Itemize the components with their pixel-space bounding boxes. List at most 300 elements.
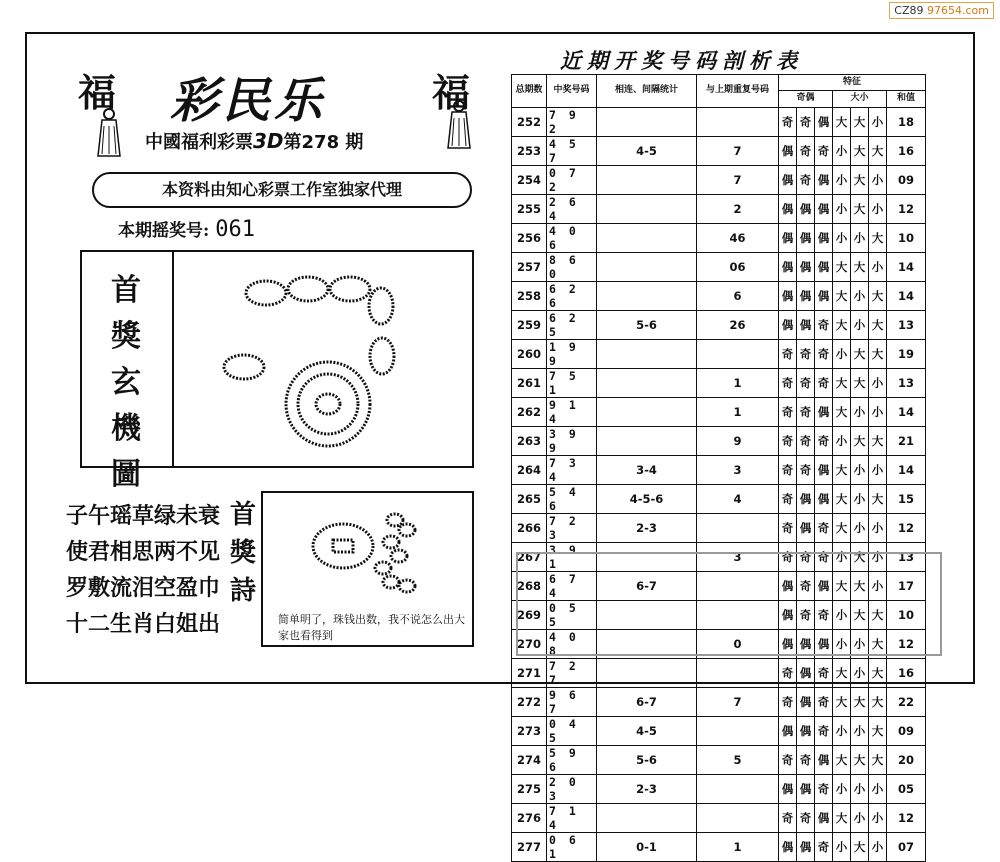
cell-sum: 10 [887,600,926,629]
cell-repeat [697,803,779,832]
table-row [512,136,926,165]
cell-adjacent: 3-4 [597,455,697,484]
cell-big-small: 小 [869,107,887,136]
fu-character-right: 福 [432,70,471,115]
cell-big-small: 小 [833,832,851,861]
cell-odd-even: 偶 [797,658,815,687]
cell-number: 8 6 0 [547,252,597,281]
cell-odd-even: 奇 [797,745,815,774]
cell-adjacent [597,368,697,397]
cell-period: 264 [512,455,547,484]
cell-big-small: 小 [833,774,851,803]
cell-repeat: 3 [697,542,779,571]
cell-repeat: 7 [697,687,779,716]
cell-repeat [697,716,779,745]
cell-period: 260 [512,339,547,368]
poem-line: 子午瑶草绿未衰 [66,503,221,529]
cell-odd-even: 奇 [779,426,797,455]
cell-odd-even: 偶 [797,774,815,803]
cell-odd-even: 奇 [779,339,797,368]
table-row [512,281,926,310]
table-row [512,223,926,252]
cell-big-small: 小 [833,136,851,165]
header-odd-even: 奇偶 [779,91,833,107]
cell-big-small: 小 [869,571,887,600]
cell-odd-even: 奇 [815,542,833,571]
cell-big-small: 大 [833,368,851,397]
cell-sum: 05 [887,774,926,803]
cell-odd-even: 奇 [779,658,797,687]
cell-repeat [697,339,779,368]
cell-odd-even: 偶 [779,629,797,658]
cell-sum: 14 [887,281,926,310]
cell-big-small: 大 [833,745,851,774]
cell-sum: 15 [887,484,926,513]
cell-sum: 13 [887,542,926,571]
cell-number: 3 9 9 [547,426,597,455]
cell-sum: 19 [887,339,926,368]
cell-big-small: 小 [833,426,851,455]
cell-big-small: 小 [869,803,887,832]
cell-big-small: 大 [851,107,869,136]
cell-odd-even: 奇 [797,542,815,571]
poem-note: 简单明了，珠钱出数，我不说怎么出大家也看得到 [278,613,465,642]
cell-big-small: 大 [869,339,887,368]
cell-number: 6 2 6 [547,281,597,310]
cell-odd-even: 奇 [779,368,797,397]
cell-adjacent [597,165,697,194]
tassel-left-icon [92,108,126,158]
cell-repeat: 7 [697,136,779,165]
cell-odd-even: 奇 [815,368,833,397]
cell-big-small: 小 [833,223,851,252]
cell-big-small: 小 [851,223,869,252]
cell-sum: 16 [887,136,926,165]
cell-period: 252 [512,107,547,136]
clue-title: 首 獎 玄 機 圖 [111,273,141,492]
cell-sum: 18 [887,107,926,136]
cell-big-small: 大 [869,687,887,716]
cell-odd-even: 偶 [815,165,833,194]
cell-big-small: 大 [869,629,887,658]
header-number: 中奖号码 [547,75,597,108]
cell-adjacent [597,397,697,426]
cell-odd-even: 奇 [797,803,815,832]
cell-sum: 16 [887,658,926,687]
cell-number: 4 0 6 [547,223,597,252]
cell-big-small: 大 [833,310,851,339]
cell-sum: 17 [887,571,926,600]
cell-adjacent: 2-3 [597,774,697,803]
cell-big-small: 大 [833,484,851,513]
cell-big-small: 大 [869,310,887,339]
cell-adjacent [597,803,697,832]
cell-big-small: 大 [851,426,869,455]
cell-odd-even: 偶 [779,136,797,165]
cell-odd-even: 奇 [815,339,833,368]
cell-odd-even: 奇 [815,136,833,165]
cell-period: 270 [512,629,547,658]
header-adjacent: 相连、间隔统计 [597,75,697,108]
cell-big-small: 大 [851,165,869,194]
cell-odd-even: 奇 [797,136,815,165]
issue-line: 中國福利彩票3D第278 期 [145,129,364,153]
cell-odd-even: 奇 [815,658,833,687]
cell-big-small: 大 [869,281,887,310]
brand-title: 彩民乐 [170,73,327,129]
cell-sum: 20 [887,745,926,774]
cell-big-small: 小 [869,252,887,281]
cell-odd-even: 偶 [815,252,833,281]
cell-odd-even: 偶 [815,194,833,223]
cell-odd-even: 偶 [797,687,815,716]
cell-period: 271 [512,658,547,687]
cell-big-small: 小 [869,774,887,803]
cell-big-small: 小 [851,281,869,310]
cell-odd-even: 奇 [815,310,833,339]
cell-big-small: 大 [851,368,869,397]
cell-odd-even: 偶 [815,281,833,310]
cell-period: 253 [512,136,547,165]
cell-big-small: 大 [833,513,851,542]
cell-odd-even: 偶 [779,165,797,194]
tassel-right-icon [442,100,476,150]
cell-odd-even: 奇 [779,745,797,774]
cell-period: 268 [512,571,547,600]
cell-number: 0 5 5 [547,600,597,629]
cell-odd-even: 偶 [797,252,815,281]
cell-big-small: 小 [833,600,851,629]
cell-big-small: 小 [851,397,869,426]
cell-odd-even: 偶 [815,629,833,658]
cell-repeat: 3 [697,455,779,484]
cell-big-small: 大 [833,803,851,832]
analysis-table [511,74,926,862]
site-watermark[interactable]: CZ89 97654.com [889,2,994,19]
table-row [512,252,926,281]
cell-odd-even: 偶 [797,716,815,745]
cell-adjacent: 6-7 [597,687,697,716]
cell-odd-even: 偶 [779,774,797,803]
cell-sum: 09 [887,165,926,194]
cell-odd-even: 奇 [797,339,815,368]
cell-odd-even: 奇 [815,600,833,629]
cell-repeat: 1 [697,397,779,426]
cell-odd-even: 奇 [797,107,815,136]
cell-adjacent [597,107,697,136]
cell-number: 7 9 2 [547,107,597,136]
cell-odd-even: 奇 [797,368,815,397]
cell-odd-even: 奇 [779,687,797,716]
cell-repeat: 0 [697,629,779,658]
table-row [512,368,926,397]
cell-sum: 14 [887,397,926,426]
cell-adjacent: 4-5 [597,716,697,745]
notes-box [516,552,942,656]
cell-number: 9 1 4 [547,397,597,426]
table-title: 近期开奖号码剖析表 [560,48,803,73]
coin-string-illustration [295,504,445,608]
cell-big-small: 大 [869,716,887,745]
cell-number: 9 6 7 [547,687,597,716]
cell-odd-even: 偶 [797,223,815,252]
cell-number: 5 4 6 [547,484,597,513]
cell-odd-even: 偶 [797,832,815,861]
cell-big-small: 大 [851,542,869,571]
agency-banner: 本资料由知心彩票工作室独家代理 [92,172,472,208]
cell-big-small: 小 [851,513,869,542]
cell-big-small: 小 [869,368,887,397]
cell-repeat: 4 [697,484,779,513]
cell-odd-even: 偶 [797,513,815,542]
cell-big-small: 大 [833,281,851,310]
poem-title: 首 獎 詩 [229,500,256,606]
cell-big-small: 大 [869,136,887,165]
cell-big-small: 大 [833,397,851,426]
cell-odd-even: 奇 [797,397,815,426]
table-row [512,832,926,861]
cell-sum: 10 [887,223,926,252]
cell-sum: 12 [887,629,926,658]
cell-period: 258 [512,281,547,310]
cell-odd-even: 奇 [779,107,797,136]
table-row [512,484,926,513]
cell-period: 275 [512,774,547,803]
cell-odd-even: 奇 [797,600,815,629]
cell-odd-even: 偶 [815,397,833,426]
cell-repeat: 26 [697,310,779,339]
cell-adjacent [597,339,697,368]
cell-adjacent [597,426,697,455]
fu-character-left: 福 [78,70,117,115]
cell-odd-even: 奇 [815,716,833,745]
cell-number: 4 0 8 [547,629,597,658]
cell-big-small: 小 [869,455,887,484]
cell-adjacent [597,194,697,223]
table-row [512,716,926,745]
table-row [512,774,926,803]
cell-big-small: 大 [833,658,851,687]
cell-sum: 12 [887,513,926,542]
cell-adjacent [597,252,697,281]
cell-adjacent [597,223,697,252]
cell-odd-even: 奇 [815,832,833,861]
poem-lines [66,498,220,642]
cell-odd-even: 偶 [779,716,797,745]
cell-number: 7 2 3 [547,513,597,542]
table-row [512,165,926,194]
header-sum: 和值 [887,91,926,107]
cell-repeat: 5 [697,745,779,774]
cell-big-small: 大 [869,484,887,513]
cell-period: 277 [512,832,547,861]
cell-big-small: 小 [869,397,887,426]
cell-big-small: 大 [869,745,887,774]
header-features: 特征 [779,75,926,91]
cell-big-small: 小 [851,629,869,658]
cell-big-small: 小 [851,310,869,339]
table-row [512,455,926,484]
cell-big-small: 小 [851,658,869,687]
cell-sum: 12 [887,803,926,832]
cell-number: 2 0 3 [547,774,597,803]
poem-line: 使君相思两不见 [66,539,221,565]
cell-sum: 13 [887,310,926,339]
cell-number: 0 7 2 [547,165,597,194]
cell-period: 269 [512,600,547,629]
table-row [512,397,926,426]
cell-odd-even: 偶 [779,252,797,281]
cell-repeat [697,513,779,542]
cell-big-small: 小 [833,716,851,745]
cell-odd-even: 偶 [815,107,833,136]
cell-odd-even: 奇 [815,687,833,716]
table-row [512,803,926,832]
poem-line: 罗敷流泪空盈巾 [66,575,221,601]
draw-number: 本期摇奖号: 061 [118,217,255,242]
cell-sum: 12 [887,194,926,223]
cell-odd-even: 偶 [779,571,797,600]
cell-repeat: 1 [697,832,779,861]
cell-period: 267 [512,542,547,571]
cell-big-small: 大 [833,571,851,600]
cell-odd-even: 偶 [779,600,797,629]
cell-repeat: 7 [697,165,779,194]
cell-big-small: 大 [869,600,887,629]
cell-odd-even: 偶 [797,281,815,310]
cell-adjacent [597,658,697,687]
cell-period: 266 [512,513,547,542]
cell-odd-even: 偶 [779,223,797,252]
cell-number: 7 1 4 [547,803,597,832]
cell-big-small: 大 [851,687,869,716]
cell-big-small: 大 [869,426,887,455]
cell-big-small: 大 [833,107,851,136]
cell-big-small: 大 [869,658,887,687]
table-row [512,513,926,542]
cell-adjacent: 5-6 [597,310,697,339]
cell-odd-even: 偶 [779,194,797,223]
cell-big-small: 大 [851,571,869,600]
table-row [512,194,926,223]
cell-odd-even: 奇 [815,426,833,455]
cell-repeat [697,107,779,136]
cell-odd-even: 奇 [779,513,797,542]
cell-big-small: 小 [869,194,887,223]
cell-period: 262 [512,397,547,426]
cell-big-small: 小 [833,165,851,194]
cell-number: 6 2 5 [547,310,597,339]
cell-odd-even: 偶 [797,484,815,513]
cell-repeat [697,774,779,803]
cell-number: 2 6 4 [547,194,597,223]
cell-repeat: 06 [697,252,779,281]
cell-odd-even: 偶 [797,194,815,223]
cell-big-small: 小 [833,194,851,223]
cell-period: 255 [512,194,547,223]
cell-big-small: 小 [869,165,887,194]
cell-odd-even: 奇 [815,774,833,803]
cell-odd-even: 奇 [797,571,815,600]
cell-odd-even: 偶 [815,571,833,600]
cell-big-small: 大 [833,687,851,716]
cell-odd-even: 偶 [779,310,797,339]
cell-big-small: 小 [851,803,869,832]
cell-adjacent: 5-6 [597,745,697,774]
cell-number: 3 9 1 [547,542,597,571]
cell-number: 7 2 7 [547,658,597,687]
header-period: 总期数 [512,75,547,108]
cell-period: 274 [512,745,547,774]
cell-period: 273 [512,716,547,745]
table-row [512,310,926,339]
cell-big-small: 大 [851,252,869,281]
cell-number: 5 9 6 [547,745,597,774]
cell-big-small: 小 [869,513,887,542]
cell-big-small: 大 [851,600,869,629]
cell-odd-even: 奇 [779,803,797,832]
table-row [512,658,926,687]
cell-sum: 14 [887,455,926,484]
cell-big-small: 大 [851,136,869,165]
cell-period: 261 [512,368,547,397]
cell-big-small: 小 [869,542,887,571]
cell-number: 6 7 4 [547,571,597,600]
cell-sum: 09 [887,716,926,745]
cell-repeat: 1 [697,368,779,397]
cell-big-small: 大 [833,455,851,484]
cell-odd-even: 奇 [779,542,797,571]
cell-odd-even: 奇 [779,484,797,513]
cell-big-small: 小 [833,542,851,571]
cell-odd-even: 奇 [779,397,797,426]
cell-big-small: 小 [833,629,851,658]
cell-sum: 14 [887,252,926,281]
cell-repeat: 2 [697,194,779,223]
table-row [512,426,926,455]
cell-number: 0 6 1 [547,832,597,861]
cell-odd-even: 偶 [815,803,833,832]
cell-number: 7 3 4 [547,455,597,484]
cell-odd-even: 偶 [815,455,833,484]
cell-period: 276 [512,803,547,832]
cell-number: 4 5 7 [547,136,597,165]
cell-big-small: 小 [851,716,869,745]
table-row [512,745,926,774]
cell-big-small: 大 [833,252,851,281]
cell-period: 263 [512,426,547,455]
poem-line: 十二生肖白姐出 [66,611,221,637]
cell-period: 272 [512,687,547,716]
table-row [512,687,926,716]
cell-sum: 22 [887,687,926,716]
cell-odd-even: 偶 [797,310,815,339]
cell-big-small: 小 [851,774,869,803]
cell-odd-even: 奇 [779,455,797,484]
cell-sum: 21 [887,426,926,455]
cell-odd-even: 奇 [815,513,833,542]
cell-period: 254 [512,165,547,194]
cell-period: 265 [512,484,547,513]
cell-period: 259 [512,310,547,339]
cell-big-small: 大 [869,223,887,252]
cell-sum: 07 [887,832,926,861]
cell-odd-even: 偶 [815,223,833,252]
cell-number: 1 9 9 [547,339,597,368]
cell-odd-even: 奇 [797,426,815,455]
cell-big-small: 大 [851,339,869,368]
cell-odd-even: 奇 [797,455,815,484]
